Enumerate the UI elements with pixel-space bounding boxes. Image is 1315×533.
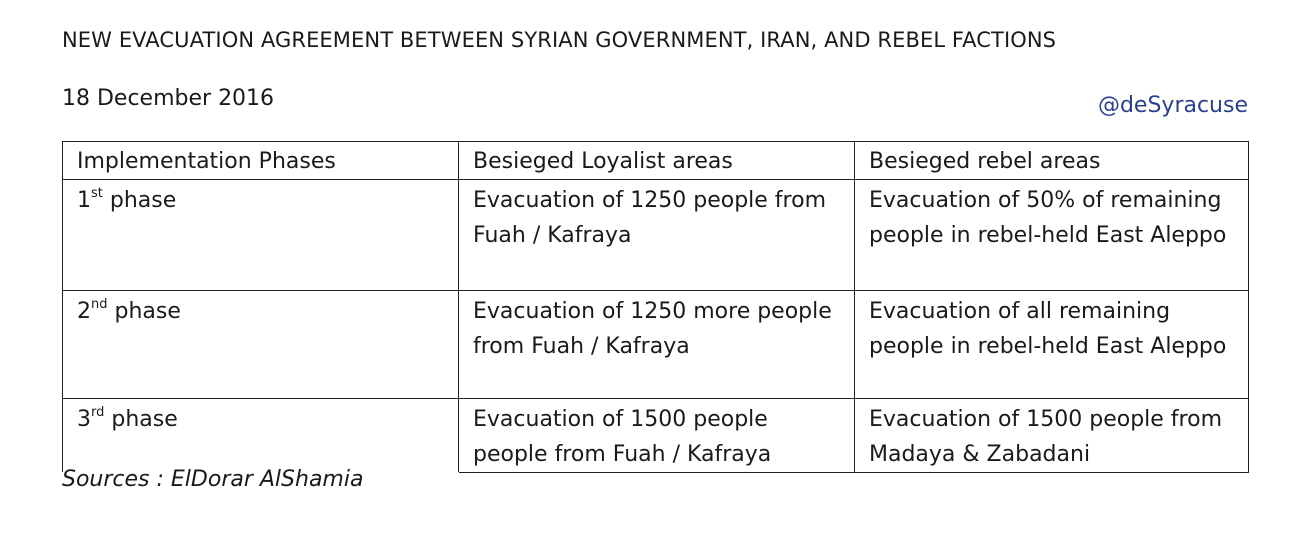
phase-word: phase <box>104 407 178 432</box>
phase-cell <box>63 291 459 399</box>
phase-word: phase <box>102 188 177 213</box>
document-date: 18 December 2016 <box>62 86 275 111</box>
phase-cell <box>63 180 459 291</box>
document-title: NEW EVACUATION AGREEMENT BETWEEN SYRIAN GOVERNMENT, IRAN, AND REBEL FACTIONS <box>62 28 1057 52</box>
phase-number: 3 <box>77 407 91 432</box>
evacuation-phases-table <box>62 141 1249 473</box>
table-header-row <box>63 142 1249 180</box>
phase-number: 1 <box>77 188 91 213</box>
loyalist-cell: Evacuation of 1250 people from Fuah / Kafraya <box>459 180 855 291</box>
column-header-phases: Implementation Phases <box>63 142 459 180</box>
phase-ordinal-suffix: nd <box>91 296 108 312</box>
loyalist-cell: Evacuation of 1500 people people from Fuah / Kafraya <box>459 399 855 473</box>
column-header-loyalist: Besieged Loyalist areas <box>459 142 855 180</box>
phase-word: phase <box>107 299 181 324</box>
column-header-rebel: Besieged rebel areas <box>855 142 1249 180</box>
phase-ordinal-suffix: st <box>91 185 103 201</box>
phase-number: 2 <box>77 299 91 324</box>
author-handle: @deSyracuse <box>1097 93 1248 118</box>
loyalist-cell: Evacuation of 1250 more people from Fuah / Kafraya <box>459 291 855 399</box>
rebel-cell: Evacuation of 1500 people from Madaya & Zabadani <box>855 399 1249 473</box>
phase-ordinal-suffix: rd <box>91 404 105 420</box>
table-row <box>63 399 1249 473</box>
table-row <box>63 291 1249 399</box>
sources-note: Sources : ElDorar AlShamia <box>62 467 364 492</box>
table-row <box>63 180 1249 291</box>
phase-cell <box>63 399 459 473</box>
rebel-cell: Evacuation of all remaining people in rebel-held East Aleppo <box>855 291 1249 399</box>
rebel-cell: Evacuation of 50% of remaining people in rebel-held East Aleppo <box>855 180 1249 291</box>
